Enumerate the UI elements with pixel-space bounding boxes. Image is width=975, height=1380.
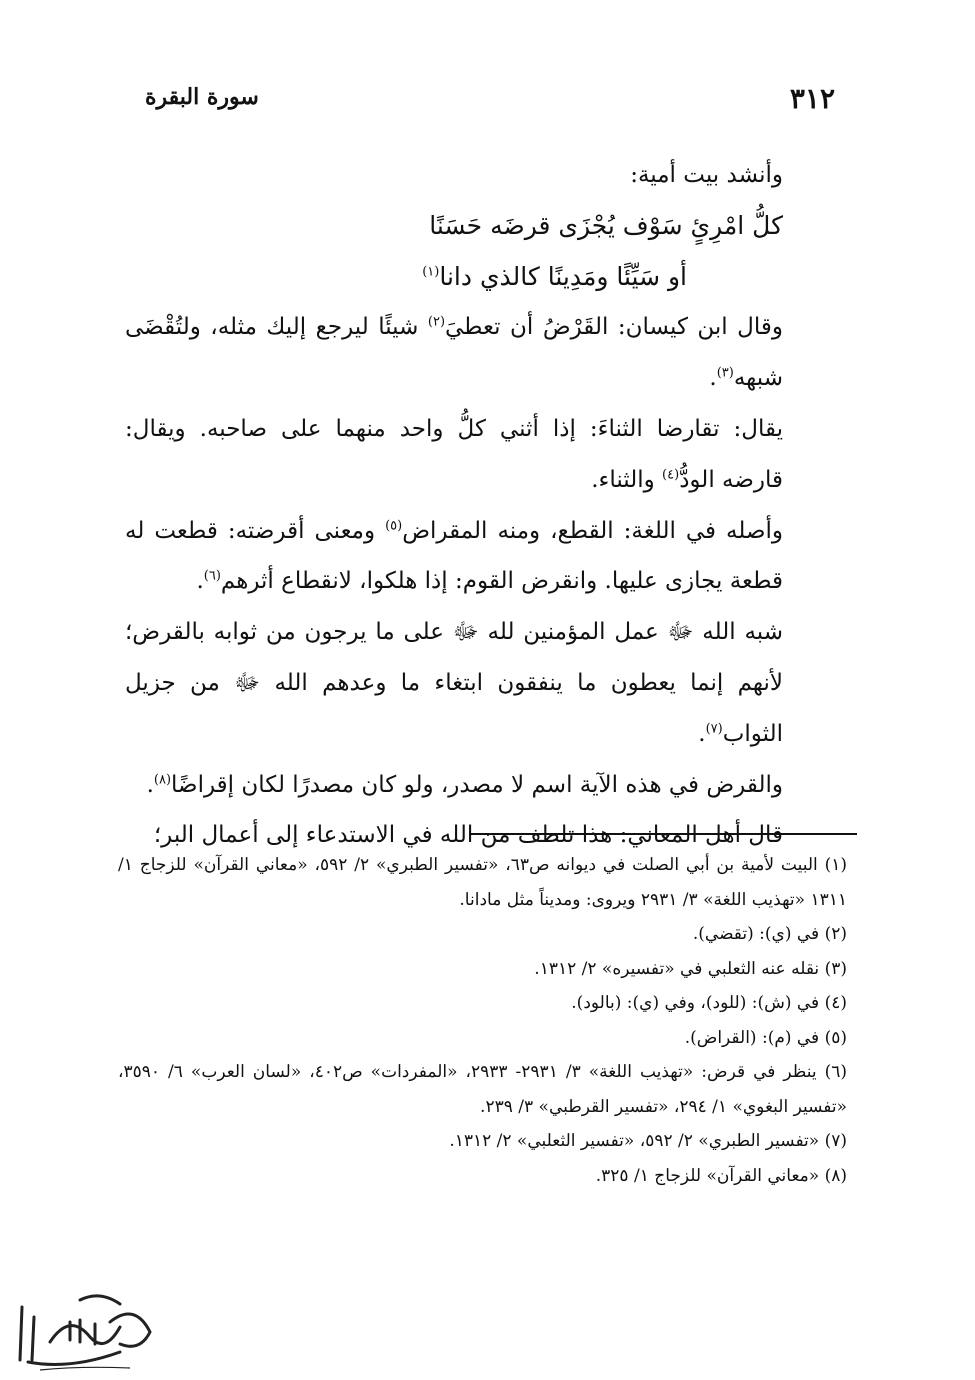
footnote-ref-8: (٨) — [153, 771, 172, 787]
paragraph-text: شيئًا ليرجع إليك مثله، ولتُقْضَى شبهه — [125, 314, 783, 392]
page-number: ٣١٢ — [789, 82, 835, 115]
footnote-6: (٦) ينظر في قرض: «تهذيب اللغة» ٣/ ٢٩٣١- ٢٩٣٣، «المفردات» ص٤٠٢، «لسان العرب» ٦/ ٣٥٩٠، «تفسير البغوي» ١/ ٢٩٤، «تفسير القرطبي» ٣/ ٢٣٩. — [118, 1062, 847, 1117]
paragraph-qard-noun — [125, 760, 835, 811]
footnote-ref-5: (٥) — [385, 517, 403, 533]
paragraph-ibn-kaysan — [125, 302, 835, 404]
poem-verse-second-half — [125, 252, 835, 303]
page-header — [145, 82, 835, 126]
footnote-4: (٤) في (ش): (للود)، وفي (ي): (بالود). — [571, 993, 847, 1013]
main-text — [125, 150, 835, 861]
poem-verse-first-half-text: كلُّ امْرِئٍ سَوْف يُجْزَى قرضَه حَسَنًا — [429, 210, 783, 240]
footnote-8: (٨) «معاني القرآن» للزجاج ١/ ٣٢٥. — [595, 1165, 847, 1186]
paragraph-text: يقال: تقارضا الثناءَ: إذا أثني كلُّ واحد منهما على صاحبه. ويقال: قارضه الودُّ — [125, 415, 783, 493]
footnotes — [118, 848, 847, 1193]
footnote-ref-2: (٢) — [427, 314, 446, 330]
footnote-divider — [469, 833, 857, 835]
footnote-ref-1: (١) — [422, 264, 440, 280]
footnote-2: (٢) في (ي): (تقضي). — [692, 924, 847, 944]
paragraph-taqarada — [125, 404, 835, 506]
watermark-logo — [10, 1282, 158, 1372]
footnote-5: (٥) في (م): (القراض). — [684, 1027, 847, 1048]
paragraph-text: . — [698, 720, 706, 747]
paragraph-origin — [125, 506, 835, 608]
paragraph-text: . — [196, 568, 204, 595]
paragraph-text: والثناء. — [591, 466, 663, 493]
paragraph-text: قال أهل المعاني: هذا تلطف من الله في الاستدعاء إلى أعمال البر؛ — [153, 822, 783, 849]
paragraph-tashbih — [125, 607, 835, 759]
poem-verse-second-half-text: أو سَيِّئًا ومَدِينًا كالذي دانا — [439, 261, 687, 291]
footnote-3: (٣) نقله عنه الثعلبي في «تفسيره» ٢/ ١٣١٢. — [534, 958, 847, 979]
paragraph-text: . — [146, 771, 154, 798]
paragraph-text: وأصله في اللغة: القطع، ومنه المقراض — [402, 517, 783, 544]
running-title: سورة البقرة — [145, 84, 259, 110]
poem-intro-text: وأنشد بيت أمية: — [630, 162, 783, 188]
paragraph-text: والقرض في هذه الآية اسم لا مصدر، ولو كان مصدرًا لكان إقراضًا — [171, 771, 783, 798]
footnote-ref-6: (٦) — [203, 568, 221, 584]
poem-verse-first-half — [125, 201, 835, 252]
poem-intro — [125, 150, 835, 201]
paragraph-text: وقال ابن كيسان: القَرْضُ أن تعطيَ — [445, 314, 783, 341]
paragraph-text: ومعنى أقرضته: قطعت له قطعة يجازى عليها. وانقرض القوم: إذا هلكوا، لانقطاع أثرهم — [125, 517, 783, 595]
footnote-1: (١) البيت لأمية بن أبي الصلت في ديوانه ص٦٣، «تفسير الطبري» ٢/ ٥٩٢، «معاني القرآن» للزجاج ١/ ١٣١١ «تهذيب اللغة» ٣/ ٢٩٣١ ويروى: ومديناً مثل مادانا. — [118, 855, 848, 910]
footnote-7: (٧) «تفسير الطبري» ٢/ ٥٩٢، «تفسير الثعلبي» ٢/ ١٣١٢. — [449, 1131, 847, 1151]
footnote-ref-3: (٣) — [716, 365, 734, 381]
footnote-ref-4: (٤) — [662, 467, 680, 483]
footnote-ref-7: (٧) — [705, 721, 723, 737]
paragraph-text: . — [709, 365, 717, 392]
paragraph-text: شبه الله ﷻ عمل المؤمنين لله ﷻ على ما يرجون من ثوابه بالقرض؛ لأنهم إنما يعطون ما ينفقون ابتغاء ما وعدهم الله ﷻ من جزيل الثواب — [125, 619, 783, 747]
